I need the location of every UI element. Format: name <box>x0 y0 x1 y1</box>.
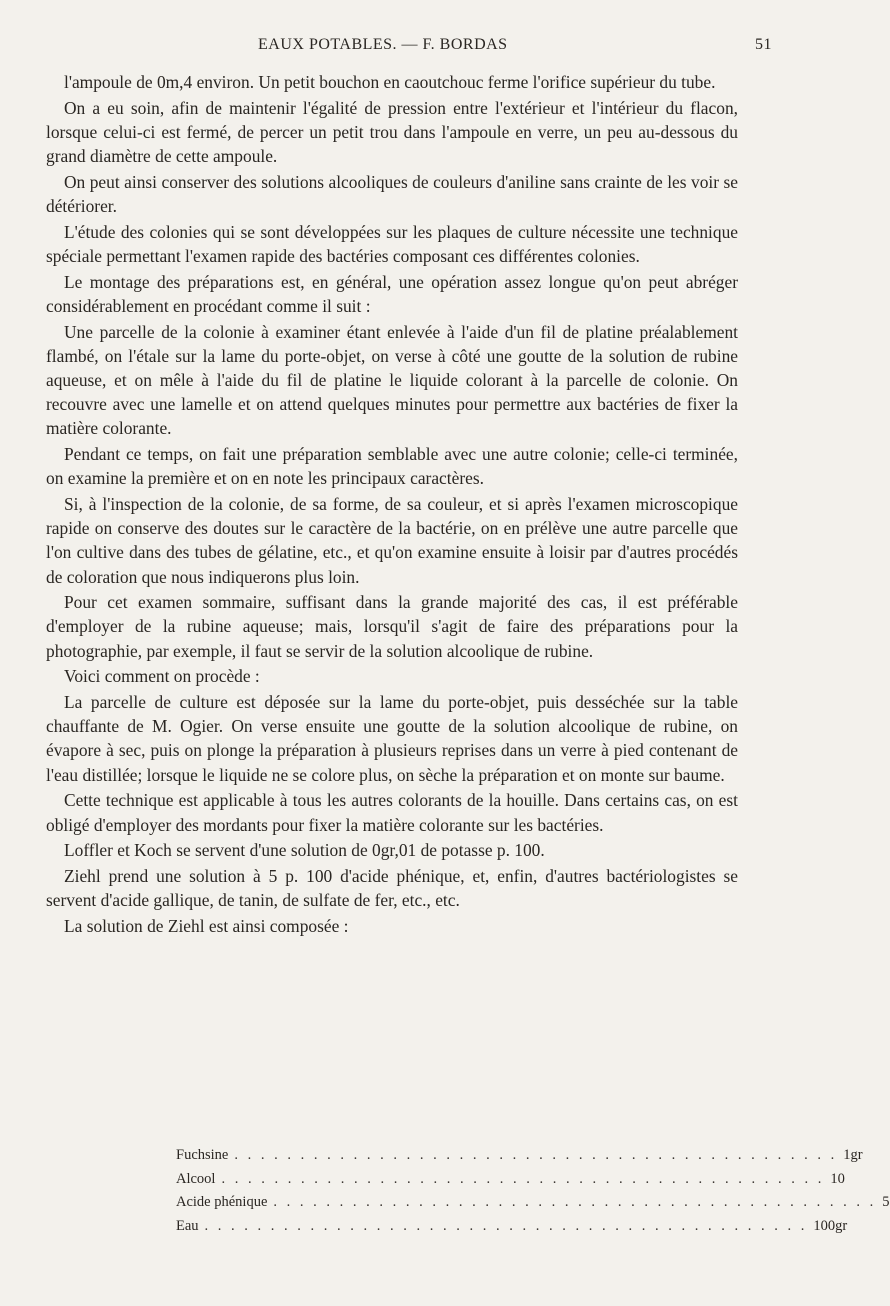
dot-leader: . . . . . . . . . . . . . . . . . . . . . . . . . . . . . . . . . . . . . . . . . . . . . . <box>221 1170 825 1187</box>
ingredient-quantity: 1gr <box>843 1147 863 1163</box>
paragraph: On a eu soin, afin de maintenir l'égalité de pression entre l'extérieur et l'intérieur du flacon, lorsque celui-ci est fermé, de percer un petit trou dans l'ampoule en verre, un peu au-dessous du grand diamètre de cette ampoule. <box>46 97 738 167</box>
paragraph: Voici comment on procède : <box>64 666 260 687</box>
ingredient-name: Fuchsine <box>176 1147 229 1163</box>
dot-leader: . . . . . . . . . . . . . . . . . . . . . . . . . . . . . . . . . . . . . . . . . . . . . . <box>204 1217 808 1234</box>
ingredient-name: Acide phénique <box>176 1194 268 1210</box>
body-text <box>46 70 738 940</box>
running-header <box>46 36 772 60</box>
paragraph: Le montage des préparations est, en général, une opération assez longue qu'on peut abréger considérablement en procédant comme il suit : <box>46 271 738 316</box>
formula-row <box>176 1215 848 1239</box>
ingredient-quantity: 100gr <box>813 1217 848 1234</box>
paragraph: Cette technique est applicable à tous les autres colorants de la houille. Dans certains cas, on est obligé d'employer des mordants pour fixer la matière colorante sur les bactéries. <box>46 790 738 835</box>
dot-leader: . . . . . . . . . . . . . . . . . . . . . . . . . . . . . . . . . . . . . . . . . . . . . . <box>273 1194 877 1210</box>
running-title: EAUX POTABLES. — F. BORDAS <box>258 36 508 53</box>
formula-row <box>176 1168 845 1192</box>
formula-row <box>176 1191 890 1215</box>
paragraph: Ziehl prend une solution à 5 p. 100 d'acide phénique, et, enfin, d'autres bactériologistes se servent d'acide gallique, de tanin, de sulfate de fer, etc., etc. <box>46 866 738 911</box>
ingredient-quantity: 5 <box>882 1194 890 1210</box>
paragraph: Pendant ce temps, on fait une préparation semblable avec une autre colonie; celle-ci terminée, on examine la première et on en note les principaux caractères. <box>46 444 738 489</box>
ziehl-formula-table <box>176 1144 890 1238</box>
ingredient-name: Eau <box>176 1217 199 1234</box>
paragraph: La solution de Ziehl est ainsi composée : <box>64 915 349 936</box>
paragraph: Pour cet examen sommaire, suffisant dans la grande majorité des cas, il est préférable d'employer de la rubine aqueuse; mais, lorsqu'il s'agit de faire des préparations pour la photographie, par exemple, il faut se servir de la solution alcoolique de rubine. <box>46 592 738 661</box>
paragraph: On peut ainsi conserver des solutions alcooliques de couleurs d'aniline sans crainte de les voir se détériorer. <box>46 171 738 217</box>
ingredient-name: Alcool <box>176 1170 216 1187</box>
page-number: 51 <box>755 36 772 53</box>
paragraph: La parcelle de culture est déposée sur la lame du porte-objet, puis desséchée sur la table chauffante de M. Ogier. On verse ensuite une goutte de la solution alcoolique de rubine, on évapore à sec, puis on plonge la préparation à plusieurs reprises dans un verre à pied contenant de l'eau distillée; lorsque le liquide ne se colore plus, on sèche la préparation et on monte sur baume. <box>46 692 738 785</box>
paragraph: l'ampoule de 0m,4 environ. Un petit bouchon en caoutchouc ferme l'orifice supérieur du tube. <box>64 72 716 92</box>
paragraph: L'étude des colonies qui se sont développées sur les plaques de culture nécessite une technique spéciale permettant l'examen rapide des bactéries composant ces différentes colonies. <box>46 221 738 266</box>
ingredient-quantity: 10 <box>830 1170 845 1187</box>
paragraph: Loffler et Koch se servent d'une solution de 0gr,01 de potasse p. 100. <box>64 840 545 861</box>
dot-leader: . . . . . . . . . . . . . . . . . . . . . . . . . . . . . . . . . . . . . . . . . . . . . . <box>234 1147 838 1163</box>
paragraph: Si, à l'inspection de la colonie, de sa forme, de sa couleur, et si après l'examen microscopique rapide on conserve des doutes sur le caractère de la bactérie, on en prélève une autre parcelle que l'on cultive dans des tubes de gélatine, etc., et qu'on examine ensuite à loisir par d'autres procédés de coloration que nous indiquerons plus loin. <box>46 493 738 587</box>
paragraph: Une parcelle de la colonie à examiner étant enlevée à l'aide d'un fil de platine préalablement flambé, on l'étale sur la lame du porte-objet, on verse à côté une goutte de la solution de rubine aqueuse, et on mêle à l'aide du fil de platine le liquide colorant à la parcelle de colonie. On recouvre avec une lamelle et on attend quelques minutes pour permettre aux bactéries de fixer la matière colorante. <box>46 321 738 439</box>
formula-row <box>176 1144 863 1168</box>
